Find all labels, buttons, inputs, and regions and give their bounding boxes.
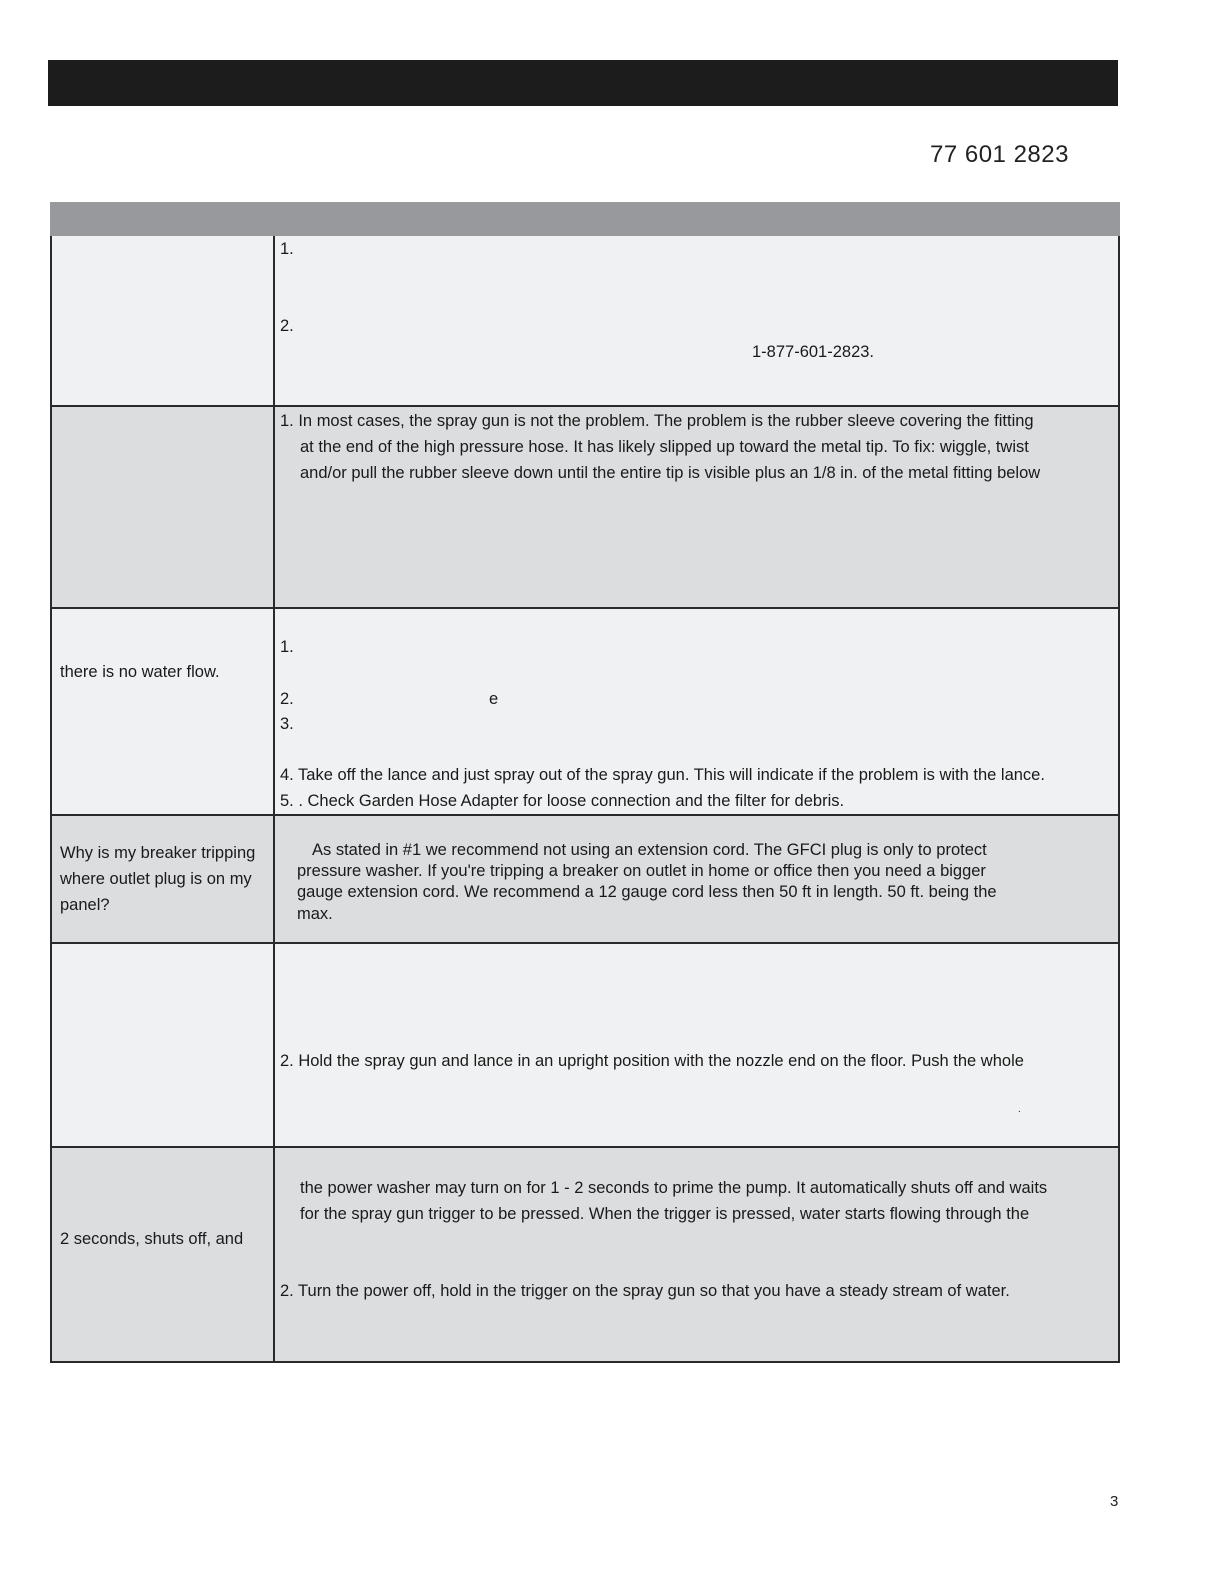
- question-cell: [52, 944, 275, 1146]
- question-cell: [52, 236, 275, 405]
- answer-line: for the spray gun trigger to be pressed. When the trigger is pressed, water starts flowing through the: [300, 1205, 1030, 1223]
- answer-line: max.: [297, 905, 333, 923]
- table-row: [50, 1148, 1120, 1363]
- phone-number: 77 601 2823: [930, 141, 1069, 168]
- answer-line: As stated in #1 we recommend not using an extension cord. The GFCI plug is only to protect: [312, 841, 987, 859]
- answer-line: 1.: [280, 240, 294, 258]
- table-row: [50, 816, 1120, 944]
- answer-line: 1-877-601-2823.: [752, 343, 875, 361]
- answer-line: 1.: [280, 638, 294, 656]
- table-row: [50, 407, 1120, 609]
- header-bar: [48, 60, 1118, 106]
- answer-line: 5. . Check Garden Hose Adapter for loose connection and the filter for debris.: [280, 792, 845, 810]
- answer-line: and/or pull the rubber sleeve down until the entire tip is visible plus an 1/8 in. of the metal fitting below: [300, 464, 1041, 482]
- answer-line: .: [1018, 1104, 1021, 1115]
- answer-line: pressure washer. If you're tripping a breaker on outlet in home or office then you need a bigger: [297, 862, 986, 880]
- answer-line: 2. Hold the spray gun and lance in an upright position with the nozzle end on the floor. Push the whole: [280, 1052, 1024, 1070]
- question-text: 2 seconds, shuts off, and: [60, 1230, 244, 1248]
- table-header: [50, 202, 1120, 236]
- answer-line: 3.: [280, 715, 294, 733]
- answer-line: 1. In most cases, the spray gun is not the problem. The problem is the rubber sleeve covering the fitting: [280, 412, 1034, 430]
- answer-line: 4. Take off the lance and just spray out of the spray gun. This will indicate if the problem is with the lance.: [280, 766, 1045, 784]
- question-text: there is no water flow.: [60, 663, 220, 681]
- question-cell: [52, 816, 275, 942]
- answer-line: gauge extension cord. We recommend a 12 gauge cord less then 50 ft in length. 50 ft. being the: [297, 883, 997, 901]
- question-cell: [52, 609, 275, 814]
- answer-line: 2. Turn the power off, hold in the trigger on the spray gun so that you have a steady stream of water.: [280, 1282, 1010, 1300]
- table-row: [50, 609, 1120, 816]
- answer-line: 2.: [280, 690, 294, 708]
- question-cell: [52, 407, 275, 607]
- answer-line: 2.: [280, 317, 294, 335]
- table-row: [50, 944, 1120, 1148]
- question-text: Why is my breaker tripping where outlet plug is on my panel?: [60, 844, 256, 914]
- question-cell: [52, 1148, 275, 1361]
- answer-line: e: [489, 690, 499, 708]
- table-row: [50, 236, 1120, 407]
- page-number: 3: [1110, 1493, 1119, 1510]
- answer-line: the power washer may turn on for 1 - 2 seconds to prime the pump. It automatically shuts off and waits: [300, 1179, 1048, 1197]
- answer-line: at the end of the high pressure hose. It has likely slipped up toward the metal tip. To fix: wiggle, twist: [300, 438, 1029, 456]
